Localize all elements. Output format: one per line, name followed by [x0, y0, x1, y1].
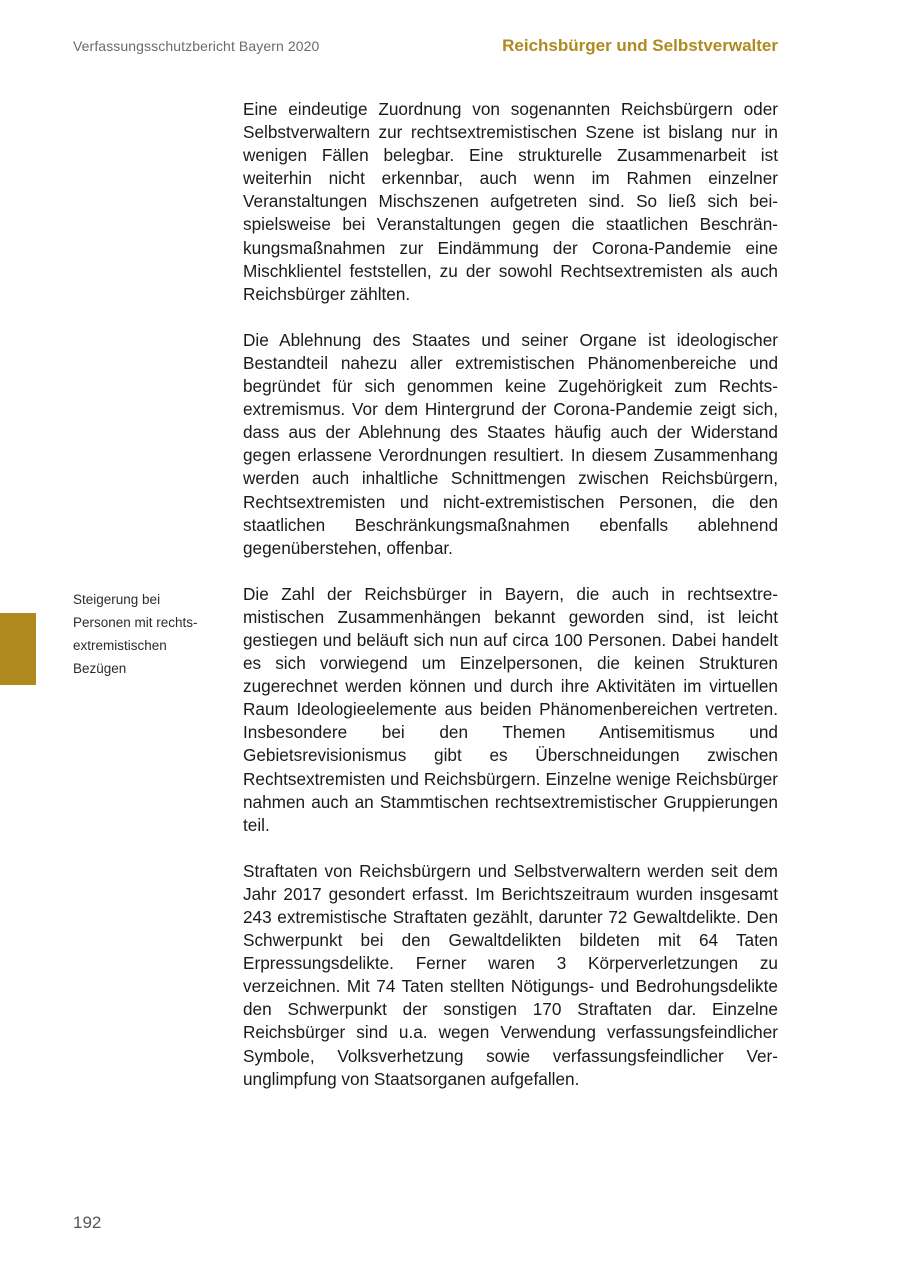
main-text [243, 98, 778, 1114]
margin-note-line: extremistischen [73, 638, 167, 653]
page-number: 192 [73, 1213, 102, 1232]
margin-note [73, 588, 223, 680]
margin-note-line: Bezügen [73, 661, 127, 676]
paragraph: Die Zahl der Reichsbürger in Bayern, die auch in rechtsextremistischen Zusammenhängen bekannt geworden sind, ist leicht gestiegen und beläuft sich nun auf circa 100 Personen. Dabei handelt es sich vorwiegend um Einzelpersonen, die keinen Strukturen zugerechnet werden können und durch ihre Aktivitäten im virtuellen Raum Ideologieelemente aus beiden Phänomenbereichen vertreten. Insbesondere bei den Themen Antisemitismus und Gebietsrevisionismus gibt es Überschneidungen zwischen Rechtsextremisten und Reichsbürgern. Einzelne wenige Reichsbürger nahmen auch an Stammtischen rechtsextremistischer Gruppierungen teil. [243, 583, 778, 835]
paragraph: Straftaten von Reichsbürgern und Selbstverwaltern werden seit dem Jahr 2017 gesondert erfasst. Im Berichtszeitraum wurden insgesamt 243 extremistische Straftaten gezählt, darunter 72 Gewaltdelikte. Den Schwerpunkt bei den Gewaltdelikten bildeten mit 64 Taten Erpressungsdelikte. Ferner waren 3 Körperverletzungen zu verzeichnen. Mit 74 Taten stellten Nötigungs- und Bedrohungsdelikte den Schwerpunkt der sonstigen 170 Straftaten dar. Einzelne Reichsbürger sind u.a. wegen Verwendung verfassungsfeindlicher Symbole, Volksverhetzung sowie verfassungsfeindlicher Verunglimpfung von Staatsorganen aufgefallen. [243, 860, 778, 1089]
running-header-title: Verfassungsschutzbericht Bayern 2020 [73, 38, 320, 54]
paragraph: Die Ablehnung des Staates und seiner Organe ist ideologischer Bestandteil nahezu aller extremistischen Phänomenbereiche und begründet für sich genommen keine Zugehörigkeit zum Rechtsextremismus. Vor dem Hintergrund der Corona-Pandemie zeigt sich, dass aus der Ablehnung des Staates häufig auch der Widerstand gegen erlassene Verordnungen resultiert. In diesem Zusammenhang werden auch inhaltliche Schnittmengen zwischen Reichsbürgern, Rechtsextremisten und nicht-extremistischen Personen, die den staatlichen Beschränkungsmaßnahmen ebenfalls ablehnend gegenüberstehen, offenbar. [243, 329, 778, 558]
margin-note-line: Personen mit rechts- [73, 615, 198, 630]
chapter-marker-tab [0, 613, 36, 685]
chapter-title: Reichsbürger und Selbstverwalter [502, 36, 778, 55]
paragraph: Eine eindeutige Zuordnung von sogenannten Reichsbürgern oder Selbstverwaltern zur rechtsextremistischen Szene ist bislang nur in wenigen Fällen belegbar. Eine strukturelle Zusammenarbeit ist weiterhin nicht erkennbar, auch wenn im Rahmen einzelner Veranstaltungen Mischszenen aufgetreten sind. So ließ sich beispielsweise bei Veranstaltungen gegen die staatlichen Beschränkungsmaßnahmen zur Eindämmung der Corona-Pandemie eine Mischklientel feststellen, zu der sowohl Rechtsextremisten als auch Reichsbürger zählten. [243, 99, 778, 304]
margin-note-line: Steigerung bei [73, 592, 161, 607]
